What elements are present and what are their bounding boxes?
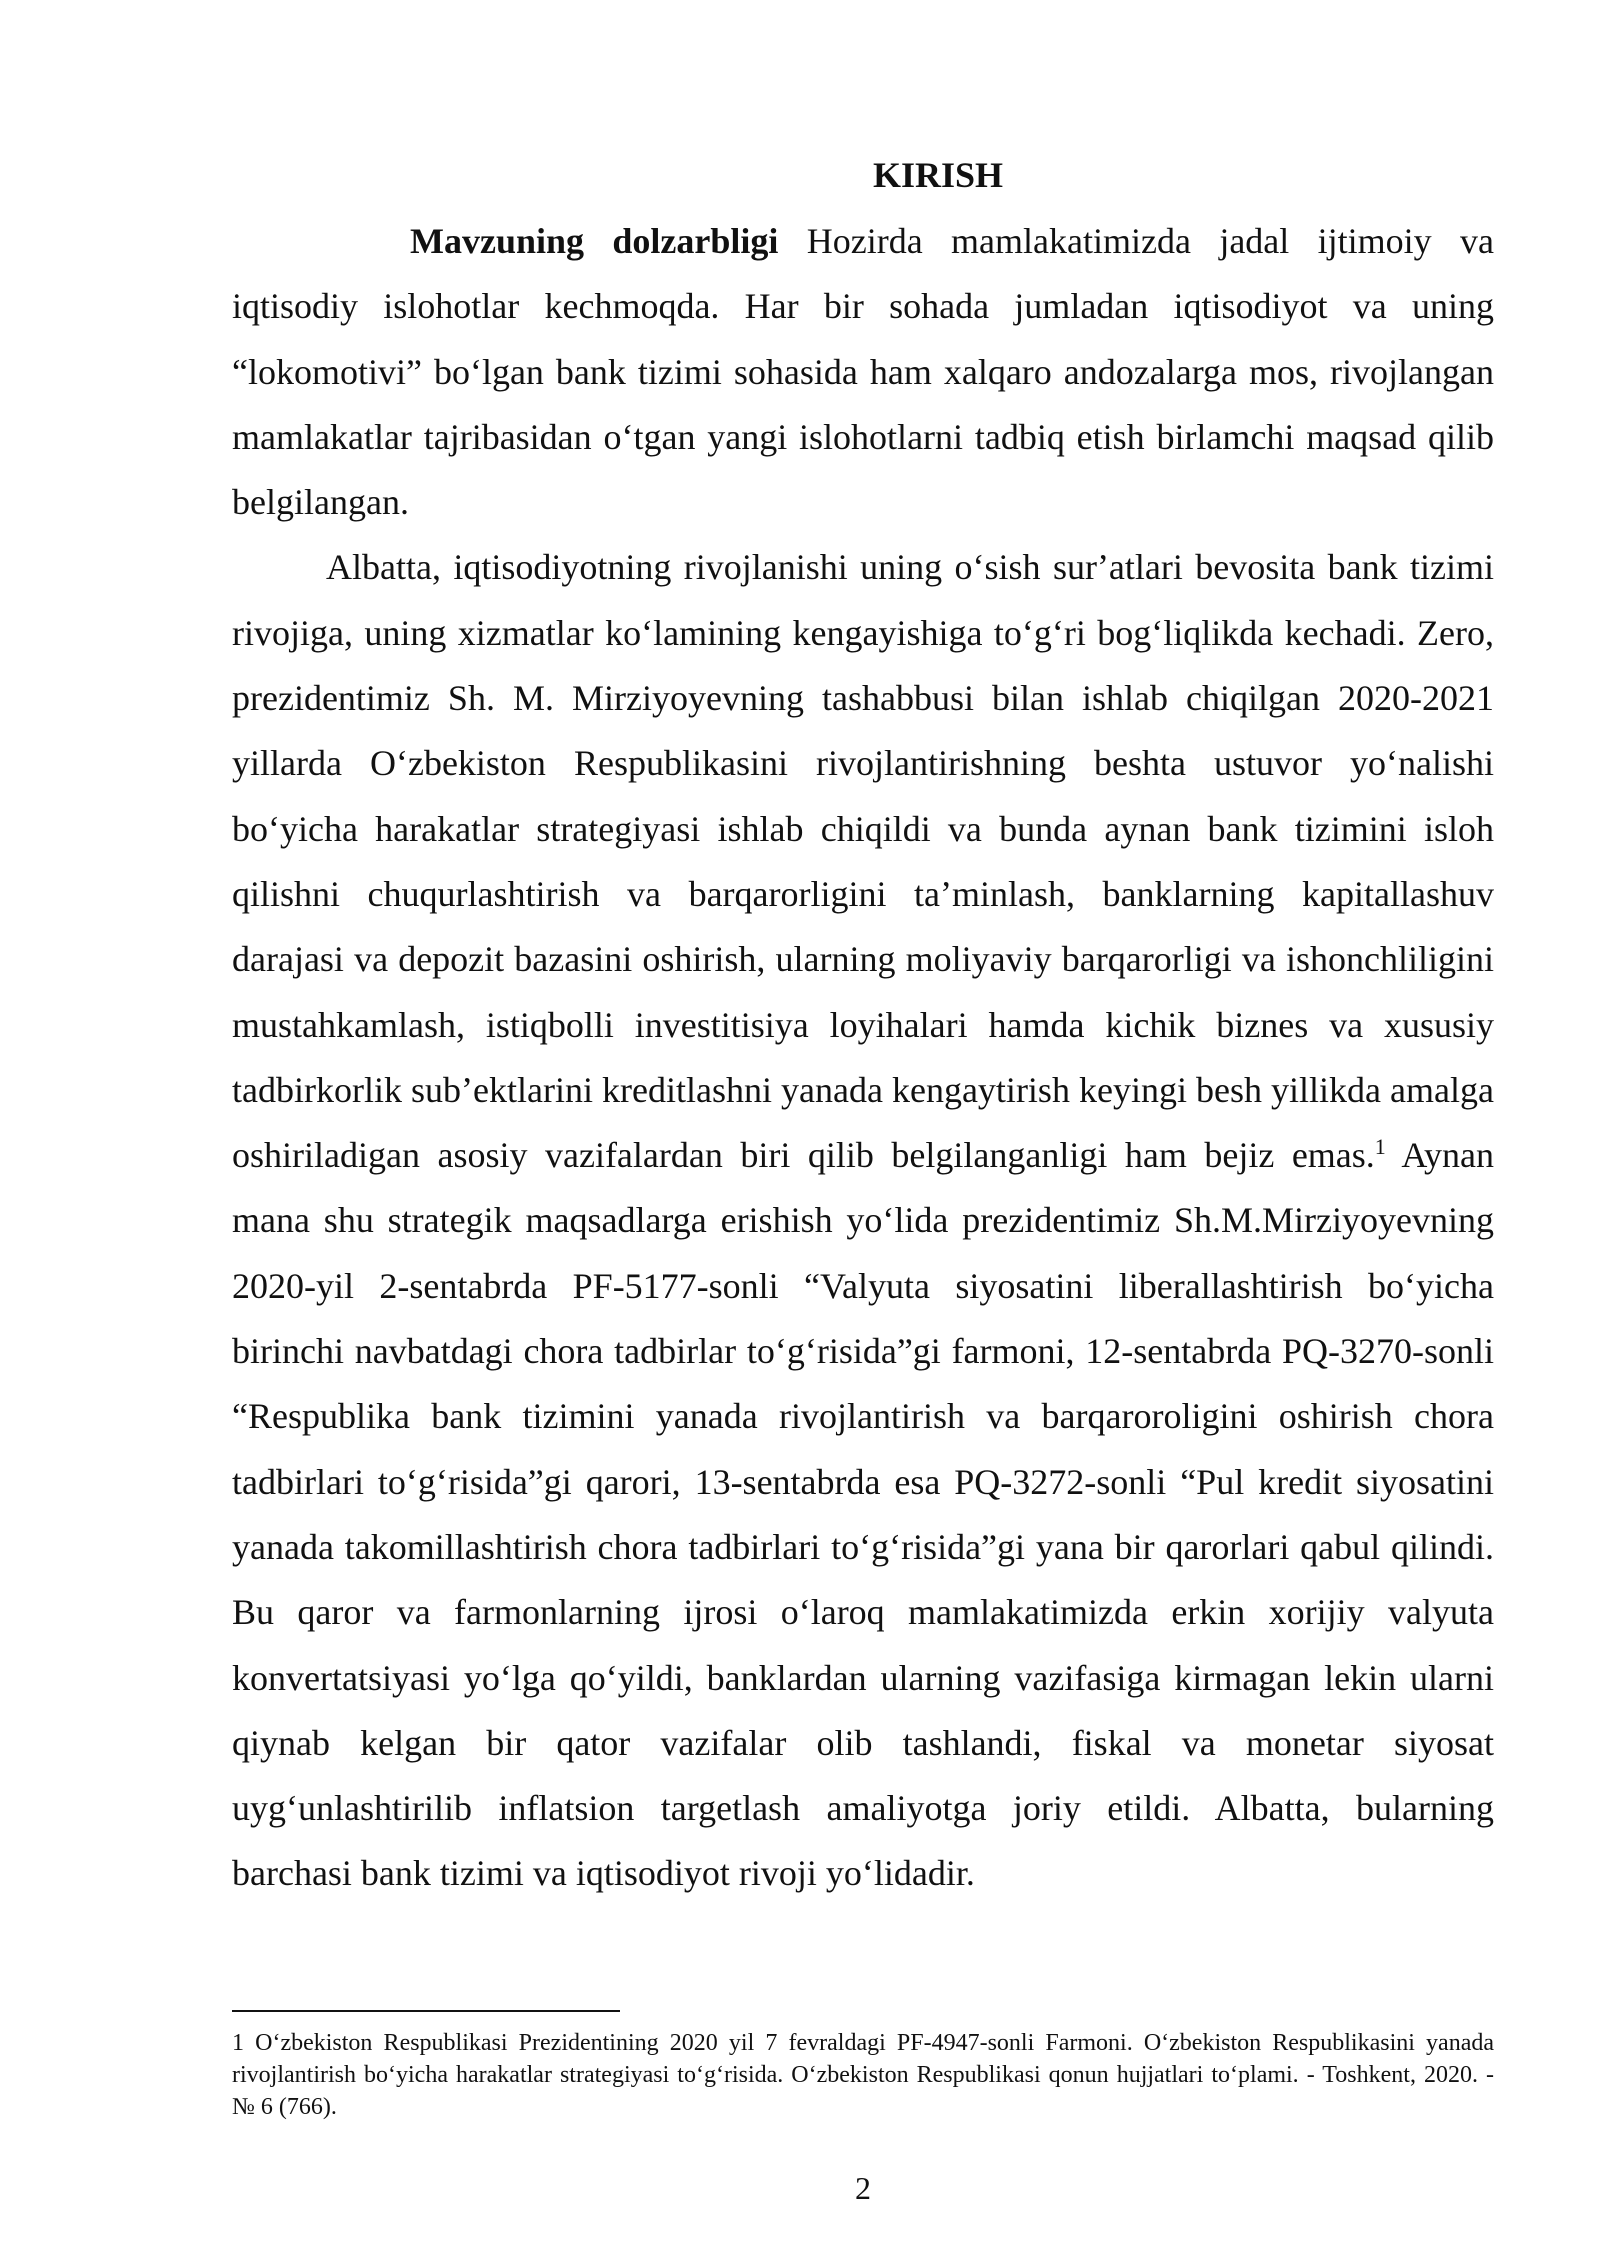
footnote-reference[interactable]: 1 bbox=[1374, 1134, 1386, 1160]
footnote: 1 Oʻzbekiston Respublikasi Prezidentining 2020 yil 7 fevraldagi PF-4947-sonli Farmoni. Oʻzbekiston Respublikasini yanada rivojlantirish boʻyicha harakatlar strategiyasi toʻgʻrisida. Oʻzbekiston Respublikasi qonun hujjatlari toʻplami. - Toshkent, 2020. - № 6 (766). bbox=[232, 2030, 1494, 2120]
paragraph-relevance bbox=[232, 209, 1494, 535]
paragraph-text-before-ref: Albatta, iqtisodiyotning rivojlanishi uning oʻsish surʼatlari bevosita bank tizimi rivojiga, uning xizmatlar koʻlamining kengayishiga toʻgʻri bogʻliqlikda kechadi. Zero, prezidentimiz Sh. M. Mirziyoyevning tashabbusi bilan ishlab chiqilgan 2020-2021 yillarda Oʻzbekiston Respublikasini rivojlantirishning beshta ustuvor yoʻnalishi boʻyicha harakatlar strategiyasi ishlab chiqildi va bunda aynan bank tizimini isloh qilishni chuqurlashtirish va barqarorligini taʼminlash, banklarning kapitallashuv darajasi va depozit bazasini oshirish, ularning moliyaviy barqarorligi va ishonchliligini mustahkamlash, istiqbolli investitisiya loyihalari hamda kichik biznes va xususiy tadbirkorlik subʼektlarini kreditlashni yanada kengaytirish keyingi besh yillikda amalga oshiriladigan asosiy vazifalardan biri qilib belgilanganligi ham bejiz emas. bbox=[232, 547, 1494, 1176]
page-body bbox=[232, 150, 1494, 1907]
footnote-separator bbox=[232, 2010, 620, 2012]
paragraph-lead-term: Mavzuning dolzarbligi bbox=[410, 221, 779, 261]
page-number: 2 bbox=[855, 2170, 871, 2206]
paragraph-strategy bbox=[232, 535, 1494, 1906]
paragraph-text: Hozirda mamlakatimizda jadal ijtimoiy va iqtisodiy islohotlar kechmoqda. Har bir sohada jumladan iqtisodiyot va uning “lokomotivi” boʻlgan bank tizimi sohasida ham xalqaro andozalarga mos, rivojlangan mamlakatlar tajribasidan oʻtgan yangi islohotlarni tadbiq etish birlamchi maqsad qilib belgilangan. bbox=[232, 221, 1494, 523]
section-heading: KIRISH bbox=[872, 155, 1004, 195]
paragraph-text-after-ref: Aynan mana shu strategik maqsadlarga erishish yoʻlida prezidentimiz Sh.M.Mirziyoyevning 2020-yil 2-sentabrda PF-5177-sonli “Valyuta siyosatini liberallashtirish boʻyicha birinchi navbatdagi chora tadbirlar toʻgʻrisida”gi farmoni, 12-sentabrda PQ-3270-sonli “Respublika bank tizimini yanada rivojlantirish va barqaroroligini oshirish chora tadbirlari toʻgʻrisida”gi qarori, 13-sentabrda esa PQ-3272-sonli “Pul kredit siyosatini yanada takomillashtirish chora tadbirlari toʻgʻrisida”gi yana bir qarorlari qabul qilindi. Bu qaror va farmonlarning ijrosi oʻlaroq mamlakatimizda erkin xorijiy valyuta konvertatsiyasi yoʻlga qoʻyildi, banklardan ularning vazifasiga kirmagan lekin ularni qiynab kelgan bir qator vazifalar olib tashlandi, fiskal va monetar siyosat uygʻunlashtirilib inflatsion targetlash amaliyotga joriy etildi. Albatta, bularning barchasi bank tizimi va iqtisodiyot rivoji yoʻlidadir. bbox=[232, 1135, 1494, 1894]
